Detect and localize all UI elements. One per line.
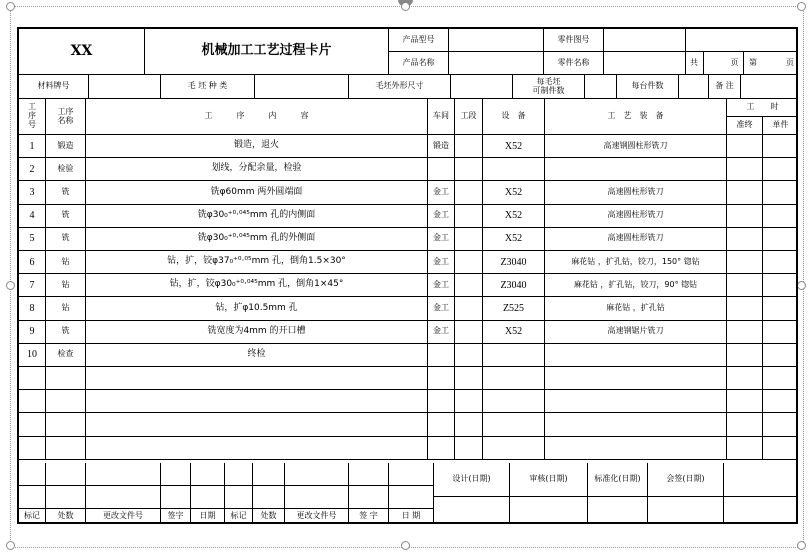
op-name[interactable] — [46, 413, 86, 436]
op-section[interactable] — [455, 274, 483, 297]
op-workshop[interactable] — [428, 344, 455, 367]
footer-blank[interactable] — [225, 486, 253, 509]
resize-handle-tc[interactable] — [401, 2, 410, 11]
op-prep-time[interactable] — [727, 181, 763, 204]
op-tooling[interactable]: 高速圆柱形铣刀 — [545, 181, 727, 204]
op-name[interactable]: 钻 — [46, 251, 86, 274]
op-unit-time[interactable] — [763, 228, 798, 251]
op-unit-time[interactable] — [763, 158, 798, 181]
pieces-per-blank-label: 每毛坯 可制件数 — [513, 75, 585, 99]
op-equipment[interactable]: Z3040 — [483, 251, 545, 274]
footer-blank[interactable] — [389, 486, 434, 509]
footer-blank[interactable] — [724, 463, 798, 497]
op-section[interactable] — [455, 321, 483, 344]
col-content-header: 工 序 内 容 — [86, 99, 428, 135]
col-equipment-header: 设 备 — [483, 99, 545, 135]
op-equipment[interactable] — [483, 437, 545, 460]
op-prep-time[interactable] — [727, 158, 763, 181]
op-seq[interactable]: 10 — [19, 344, 46, 367]
op-tooling[interactable] — [545, 390, 727, 413]
col-time-header: 工 时 — [727, 99, 798, 117]
op-name[interactable] — [46, 390, 86, 413]
op-content[interactable]: 钻，扩φ10.5mm 孔 — [86, 297, 428, 320]
footer-blank[interactable] — [86, 486, 161, 509]
footer-blank[interactable] — [253, 486, 285, 509]
resize-handle-tr[interactable] — [797, 2, 806, 11]
standardize-date-label: 标准化(日期) — [588, 463, 648, 497]
footer-blank[interactable] — [46, 463, 86, 486]
op-unit-time[interactable] — [763, 367, 798, 390]
op-content[interactable]: 铣宽度为4mm 的开口槽 — [86, 321, 428, 344]
op-prep-time[interactable] — [727, 413, 763, 436]
op-unit-time[interactable] — [763, 135, 798, 158]
op-equipment[interactable]: X52 — [483, 135, 545, 158]
op-section[interactable] — [455, 158, 483, 181]
op-workshop[interactable]: 金工 — [428, 297, 455, 320]
op-workshop[interactable] — [428, 158, 455, 181]
design-date-value[interactable] — [434, 497, 510, 524]
op-section[interactable] — [455, 344, 483, 367]
op-prep-time[interactable] — [727, 367, 763, 390]
op-unit-time[interactable] — [763, 437, 798, 460]
change-doc-label: 更改文件号 — [86, 509, 161, 524]
nth-label: 第 — [744, 52, 762, 75]
col-tooling-header: 工 艺 装 备 — [545, 99, 727, 135]
op-equipment[interactable]: Z525 — [483, 297, 545, 320]
op-workshop[interactable] — [428, 390, 455, 413]
col-section-header: 工段 — [455, 99, 483, 135]
process-card[interactable] — [17, 27, 798, 524]
op-equipment[interactable] — [483, 390, 545, 413]
op-equipment[interactable]: Z3040 — [483, 274, 545, 297]
op-workshop[interactable]: 锻造 — [428, 135, 455, 158]
pieces-per-unit-value[interactable] — [679, 75, 709, 99]
op-unit-time[interactable] — [763, 297, 798, 320]
op-section[interactable] — [455, 390, 483, 413]
col-prep-time-header: 准终 — [727, 117, 763, 135]
op-name[interactable]: 钻 — [46, 274, 86, 297]
remarks-value[interactable] — [741, 75, 798, 99]
op-section[interactable] — [455, 205, 483, 228]
op-prep-time[interactable] — [727, 205, 763, 228]
card-title: 机械加工工艺过程卡片 — [145, 29, 389, 75]
op-unit-time[interactable] — [763, 181, 798, 204]
op-content[interactable]: 铣φ30₀⁺⁰·⁰⁴⁵mm 孔的内侧面 — [86, 205, 428, 228]
material-no-value[interactable] — [89, 75, 161, 99]
footer-blank[interactable] — [161, 486, 191, 509]
resize-handle-bl[interactable] — [6, 541, 15, 550]
op-section[interactable] — [455, 437, 483, 460]
op-name[interactable]: 锻造 — [46, 135, 86, 158]
op-tooling[interactable] — [545, 158, 727, 181]
col-unit-time-header: 单件 — [763, 117, 798, 135]
op-content[interactable]: 划线，分配余量，检验 — [86, 158, 428, 181]
op-unit-time[interactable] — [763, 413, 798, 436]
standardize-date-value[interactable] — [588, 497, 648, 524]
page-label-2: 页 — [782, 52, 798, 75]
op-tooling[interactable] — [545, 413, 727, 436]
resize-handle-bc[interactable] — [401, 541, 410, 550]
remarks-label: 备 注 — [709, 75, 741, 99]
op-seq[interactable] — [19, 437, 46, 460]
footer-blank[interactable] — [19, 486, 46, 509]
op-name[interactable]: 铣 — [46, 181, 86, 204]
op-seq[interactable]: 1 — [19, 135, 46, 158]
blank-dims-label: 毛坯外形尺寸 — [349, 75, 451, 99]
total-pages-value[interactable] — [704, 52, 726, 75]
op-name[interactable]: 检查 — [46, 344, 86, 367]
op-seq[interactable]: 9 — [19, 321, 46, 344]
op-prep-time[interactable] — [727, 321, 763, 344]
op-prep-time[interactable] — [727, 390, 763, 413]
op-content[interactable]: 终检 — [86, 344, 428, 367]
mark-label: 标记 — [19, 509, 46, 524]
count-label: 处数 — [46, 509, 86, 524]
op-equipment[interactable] — [483, 413, 545, 436]
resize-handle-tl[interactable] — [6, 2, 15, 11]
op-unit-time[interactable] — [763, 205, 798, 228]
resize-handle-ml[interactable] — [6, 281, 15, 290]
op-prep-time[interactable] — [727, 344, 763, 367]
op-content[interactable]: 铣φ60mm 两外圆端面 — [86, 181, 428, 204]
page-label: 页 — [726, 52, 744, 75]
footer-blank[interactable] — [349, 463, 389, 486]
footer-blank[interactable] — [191, 486, 225, 509]
review-date-label: 审核(日期) — [510, 463, 588, 497]
op-workshop[interactable] — [428, 413, 455, 436]
footer-blank[interactable] — [19, 463, 46, 486]
op-unit-time[interactable] — [763, 344, 798, 367]
footer-blank[interactable] — [389, 463, 434, 486]
op-tooling[interactable]: 麻花钻 ，扩孔钻，铰刀，150° 锪钻 — [545, 251, 727, 274]
footer-blank[interactable] — [191, 463, 225, 486]
mark-label-2: 标记 — [225, 509, 253, 524]
op-workshop[interactable] — [428, 367, 455, 390]
op-tooling[interactable]: 高速圆柱形铣刀 — [545, 228, 727, 251]
footer-blank[interactable] — [253, 463, 285, 486]
op-prep-time[interactable] — [727, 297, 763, 320]
current-page-value[interactable] — [762, 52, 782, 75]
op-tooling[interactable]: 麻花钻 ，扩孔钻 — [545, 297, 727, 320]
op-content[interactable] — [86, 367, 428, 390]
part-name-label: 零件名称 — [544, 52, 604, 75]
count-label-2: 处数 — [253, 509, 285, 524]
op-tooling[interactable]: 高速钢圆柱形铣刀 — [545, 135, 727, 158]
blank-dims-value[interactable] — [451, 75, 513, 99]
op-prep-time[interactable] — [727, 251, 763, 274]
pieces-per-blank-value[interactable] — [585, 75, 617, 99]
op-seq[interactable]: 3 — [19, 181, 46, 204]
op-section[interactable] — [455, 367, 483, 390]
resize-handle-br[interactable] — [797, 541, 806, 550]
part-drawing-value[interactable] — [604, 29, 686, 52]
op-equipment[interactable]: X52 — [483, 181, 545, 204]
product-name-value[interactable] — [449, 52, 544, 75]
op-prep-time[interactable] — [727, 437, 763, 460]
op-name[interactable]: 铣 — [46, 228, 86, 251]
op-tooling[interactable]: 麻花钻 ，扩孔钻，铰刀，90° 锪钻 — [545, 274, 727, 297]
op-equipment[interactable] — [483, 158, 545, 181]
resize-handle-mr[interactable] — [797, 281, 806, 290]
total-label: 共 — [686, 52, 704, 75]
op-equipment[interactable] — [483, 344, 545, 367]
op-section[interactable] — [455, 251, 483, 274]
op-content[interactable]: 铣φ30₀⁺⁰·⁰⁴⁵mm 孔的外侧面 — [86, 228, 428, 251]
footer-blank[interactable] — [285, 463, 349, 486]
op-seq[interactable]: 8 — [19, 297, 46, 320]
op-workshop[interactable]: 金工 — [428, 228, 455, 251]
company-name: XX — [19, 29, 145, 75]
date-label: 日期 — [191, 509, 225, 524]
op-name[interactable]: 钻 — [46, 297, 86, 320]
product-model-value[interactable] — [449, 29, 544, 52]
op-section[interactable] — [455, 135, 483, 158]
footer-blank[interactable] — [349, 486, 389, 509]
op-content[interactable] — [86, 390, 428, 413]
footer-blank[interactable] — [46, 486, 86, 509]
op-workshop[interactable] — [428, 437, 455, 460]
op-name[interactable]: 检验 — [46, 158, 86, 181]
op-unit-time[interactable] — [763, 390, 798, 413]
op-content[interactable]: 钻，扩，铰φ37₀⁺⁰·⁰⁵mm 孔，倒角1.5×30° — [86, 251, 428, 274]
op-equipment[interactable]: X52 — [483, 321, 545, 344]
material-no-label: 材料牌号 — [19, 75, 89, 99]
op-seq[interactable] — [19, 367, 46, 390]
col-workshop-header: 车间 — [428, 99, 455, 135]
part-name-value[interactable] — [604, 52, 686, 75]
op-seq[interactable]: 5 — [19, 228, 46, 251]
op-content[interactable] — [86, 437, 428, 460]
footer-blank[interactable] — [724, 497, 798, 524]
op-name[interactable]: 铣 — [46, 205, 86, 228]
op-prep-time[interactable] — [727, 135, 763, 158]
op-workshop[interactable]: 金工 — [428, 251, 455, 274]
op-section[interactable] — [455, 297, 483, 320]
op-section[interactable] — [455, 181, 483, 204]
op-name[interactable] — [46, 367, 86, 390]
col-seq-header: 工 序 号 — [19, 99, 46, 135]
op-seq[interactable] — [19, 413, 46, 436]
op-section[interactable] — [455, 413, 483, 436]
footer-blank[interactable] — [86, 463, 161, 486]
design-date-label: 设计(日期) — [434, 463, 510, 497]
change-doc-label-2: 更改文件号 — [285, 509, 349, 524]
op-seq[interactable]: 7 — [19, 274, 46, 297]
op-tooling[interactable]: 高速钢锯片铣刀 — [545, 321, 727, 344]
product-name-label: 产品名称 — [389, 52, 449, 75]
op-seq[interactable]: 4 — [19, 205, 46, 228]
pieces-per-unit-label: 每台件数 — [617, 75, 679, 99]
op-unit-time[interactable] — [763, 321, 798, 344]
op-workshop[interactable]: 金工 — [428, 274, 455, 297]
op-prep-time[interactable] — [727, 274, 763, 297]
col-op-name-header: 工序 名称 — [46, 99, 86, 135]
footer-blank[interactable] — [285, 486, 349, 509]
op-tooling[interactable] — [545, 344, 727, 367]
review-date-value[interactable] — [510, 497, 588, 524]
countersign-date-value[interactable] — [648, 497, 724, 524]
part-drawing-label: 零件图号 — [544, 29, 604, 52]
op-section[interactable] — [455, 228, 483, 251]
op-workshop[interactable]: 金工 — [428, 181, 455, 204]
countersign-date-label: 会签(日期) — [648, 463, 724, 497]
op-prep-time[interactable] — [727, 228, 763, 251]
op-content[interactable] — [86, 413, 428, 436]
op-name[interactable]: 铣 — [46, 321, 86, 344]
op-unit-time[interactable] — [763, 274, 798, 297]
page-info-top — [686, 29, 798, 52]
op-content[interactable]: 钻，扩，铰φ30₀⁺⁰·⁰⁴⁵mm 孔，倒角1×45° — [86, 274, 428, 297]
blank-type-value[interactable] — [255, 75, 349, 99]
footer-blank[interactable] — [161, 463, 191, 486]
footer-blank[interactable] — [225, 463, 253, 486]
op-equipment[interactable]: X52 — [483, 205, 545, 228]
op-workshop[interactable]: 金工 — [428, 321, 455, 344]
op-name[interactable] — [46, 437, 86, 460]
blank-type-label: 毛 坯 种 类 — [161, 75, 255, 99]
date-label-2: 日 期 — [389, 509, 434, 524]
op-workshop[interactable]: 金工 — [428, 205, 455, 228]
op-seq[interactable]: 2 — [19, 158, 46, 181]
op-tooling[interactable] — [545, 437, 727, 460]
op-seq[interactable] — [19, 390, 46, 413]
op-seq[interactable]: 6 — [19, 251, 46, 274]
sign-label-2: 签 字 — [349, 509, 389, 524]
op-equipment[interactable] — [483, 367, 545, 390]
product-model-label: 产品型号 — [389, 29, 449, 52]
op-equipment[interactable]: X52 — [483, 228, 545, 251]
sign-label: 签字 — [161, 509, 191, 524]
op-tooling[interactable] — [545, 367, 727, 390]
op-unit-time[interactable] — [763, 251, 798, 274]
op-tooling[interactable]: 高速圆柱形铣刀 — [545, 205, 727, 228]
op-content[interactable]: 锻造，退火 — [86, 135, 428, 158]
